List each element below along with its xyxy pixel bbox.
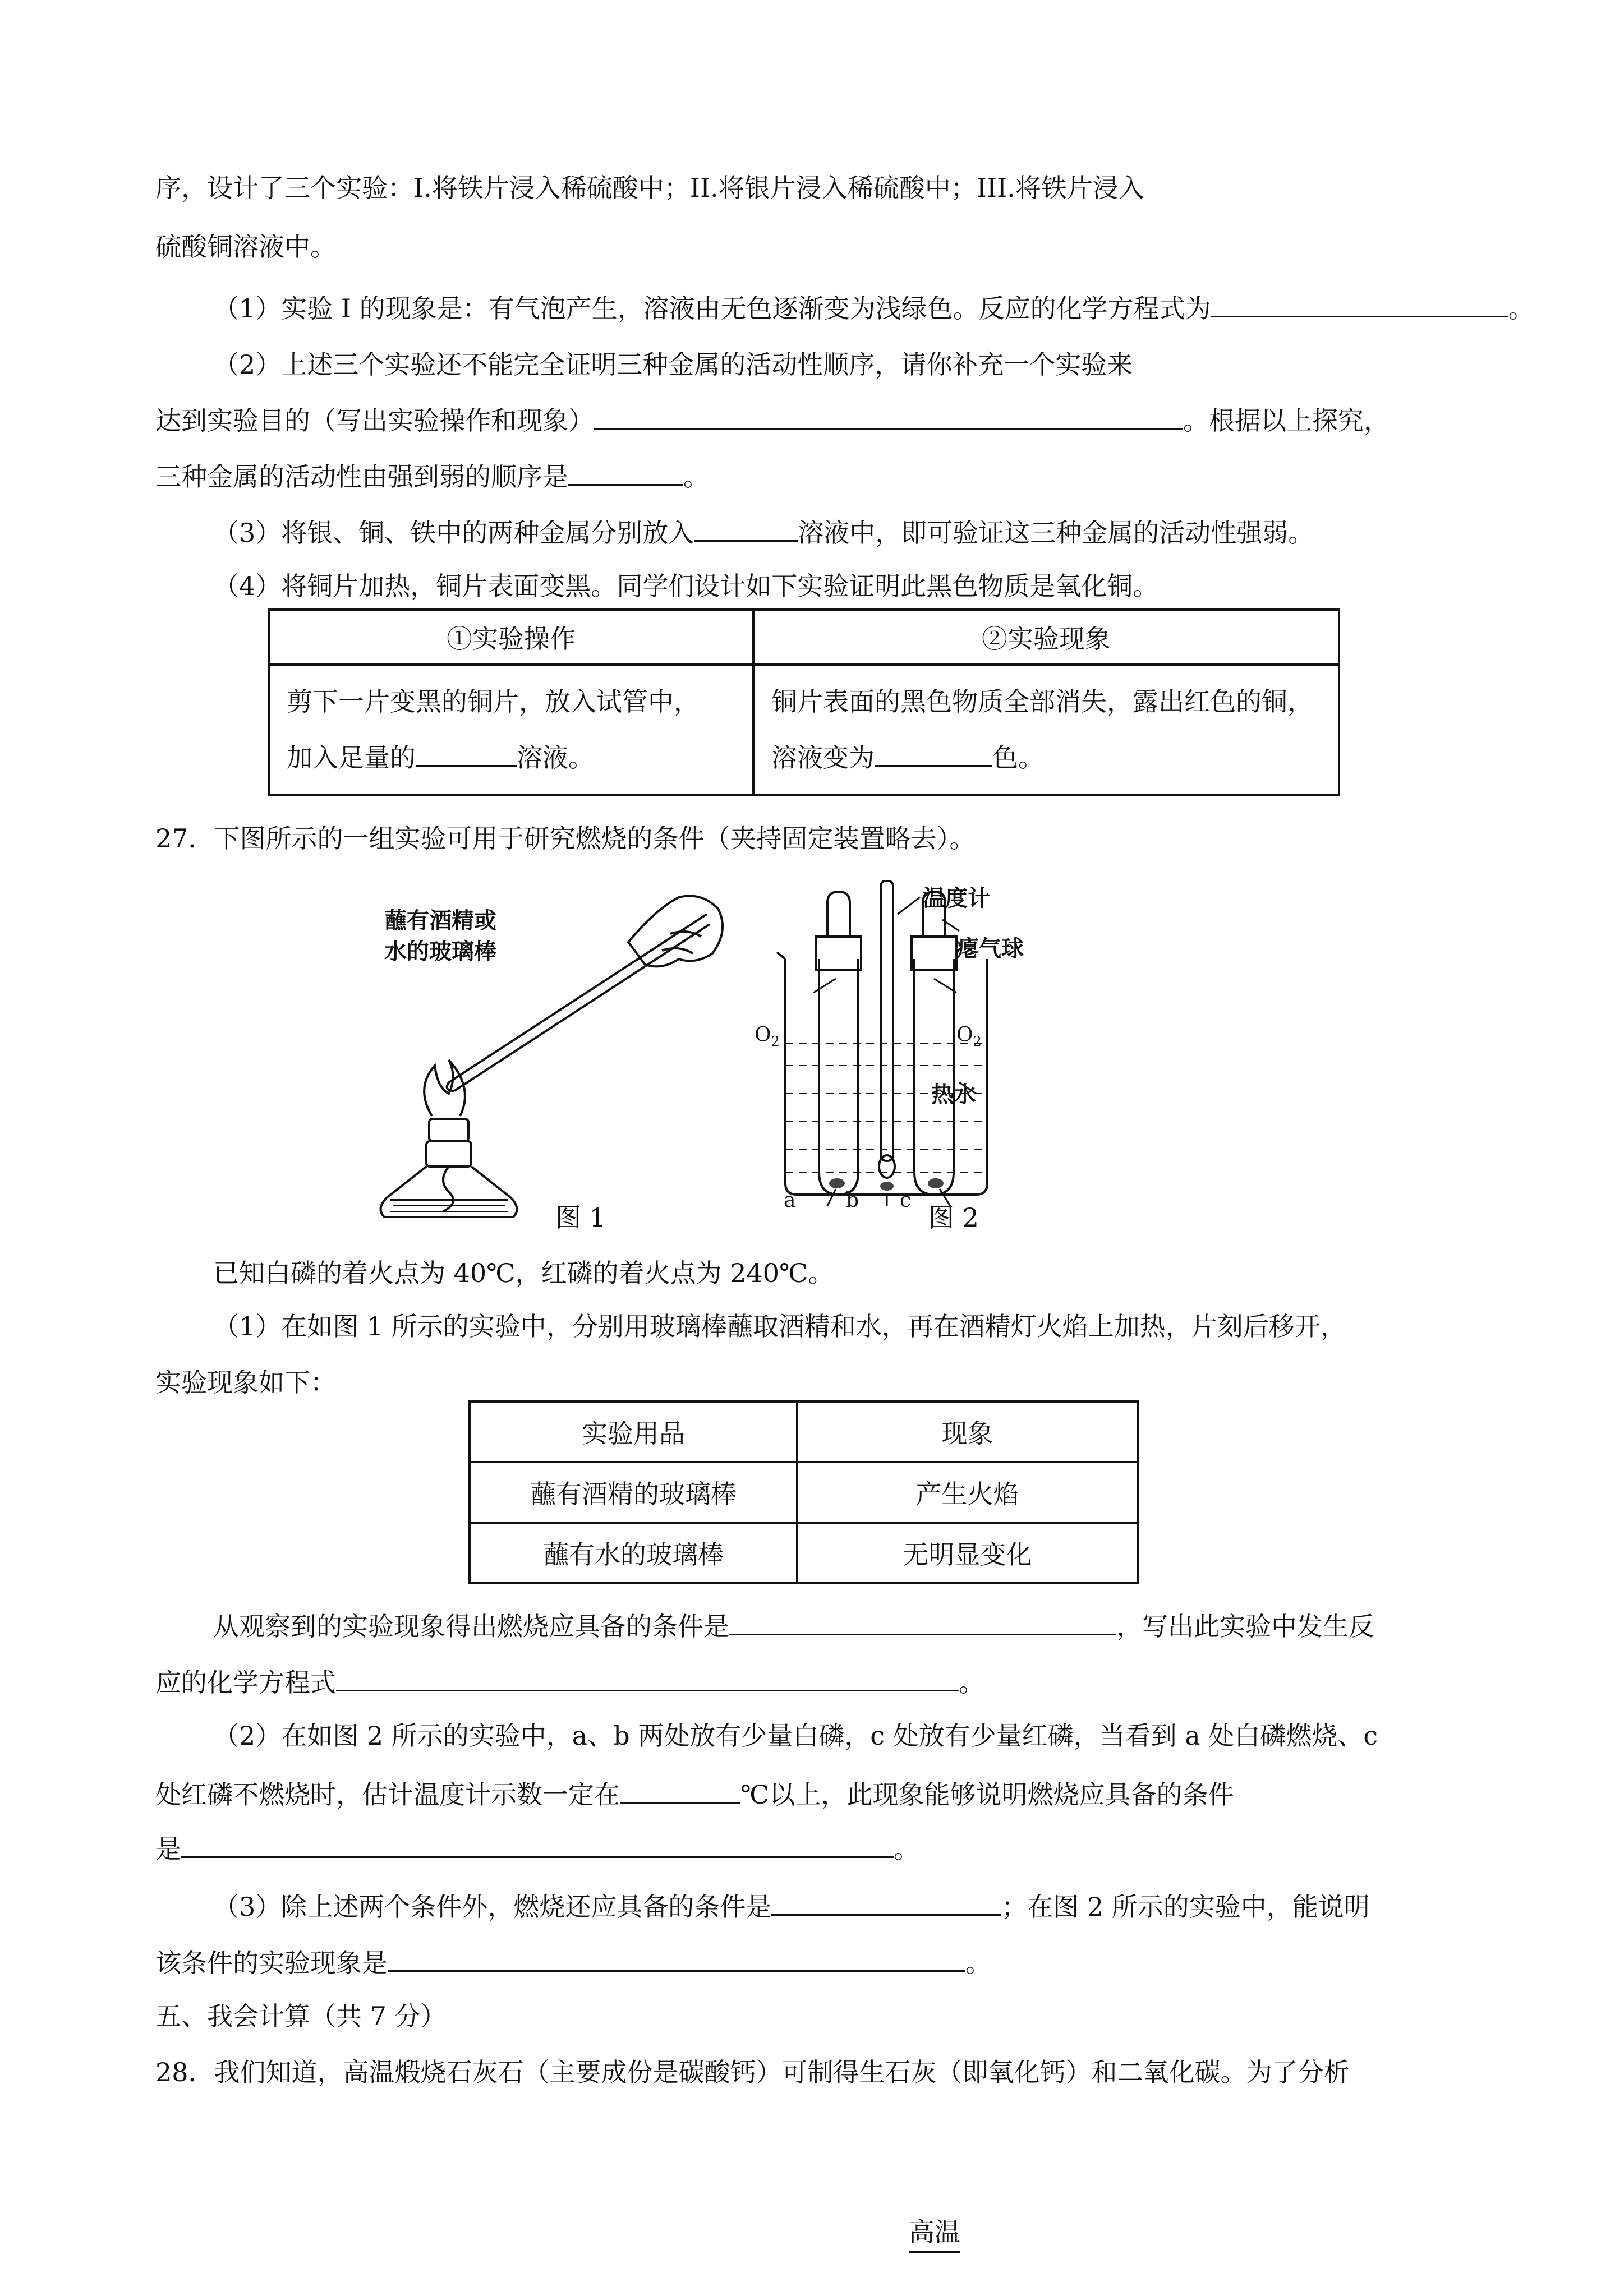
q26-table-ph-line2a: 溶液变为 [771, 743, 875, 773]
q26-table [268, 608, 1340, 796]
q27-condition2-blank[interactable] [181, 1829, 894, 1858]
fig2-label-a: a [784, 1189, 796, 1212]
q27-part1-line1: （1）在如图 1 所示的实验中，分别用玻璃棒蘸取酒精和水，再在酒精灯火焰上加热，片刻后移开， [213, 1311, 1346, 1341]
q27-phenomenon-end: 。 [965, 1948, 991, 1978]
q27-conclusion-line2 [155, 1663, 984, 1699]
q26-part3-text: （3）将银、铜、铁中的两种金属分别放入 [213, 518, 694, 548]
q26-order-blank[interactable] [568, 457, 683, 486]
fig2-thermometer-label: 温度计 [923, 886, 990, 911]
q26-table-ph-blank[interactable] [875, 738, 992, 767]
q26-part3-text-end: 溶液中，即可验证这三种金属的活动性强弱。 [798, 518, 1314, 548]
q26-part3 [213, 513, 1314, 550]
q26-order-text: 三种金属的活动性由强到弱的顺序是 [155, 462, 568, 492]
q27-conclusion-line1 [213, 1607, 1374, 1643]
q26-table-op-line2 [287, 730, 752, 786]
q26-table-ph-line2b: 色。 [992, 743, 1044, 773]
q26-table-op-line1: 剪下一片变黑的铜片，放入试管中， [287, 686, 700, 717]
q27-equation-blank[interactable] [336, 1663, 959, 1691]
q27-condition2-text: 是 [155, 1834, 181, 1864]
q27-stem: 27．下图所示的一组实验可用于研究燃烧的条件（夹持固定装置略去）。 [155, 823, 976, 854]
q27-table-row2-phenomenon: 无明显变化 [797, 1523, 1138, 1583]
q26-table-head-phenomenon: ②实验现象 [753, 610, 1339, 665]
q27-part2-line3 [155, 1829, 919, 1866]
fig1-label-1: 蘸有酒精或 [384, 908, 496, 934]
q27-part3-blank[interactable] [771, 1887, 1001, 1916]
q27-phenomenon-blank[interactable] [388, 1943, 965, 1972]
q27-table-head-item: 实验用品 [470, 1401, 797, 1462]
footer-reaction-condition: 高温 [909, 2215, 960, 2253]
fig2-o2-right-sub: 2 [973, 1034, 982, 1050]
q26-part1-text: （1）实验 I 的现象是：有气泡产生，溶液由无色逐渐变为浅绿色。反应的化学方程式为 [213, 293, 1211, 324]
q27-part2-line1: （2）在如图 2 所示的实验中，a、b 两处放有少量白磷，c 处放有少量红磷，当看到 a 处白磷燃烧、c [213, 1721, 1378, 1751]
q27-table-head-phenomenon: 现象 [797, 1401, 1138, 1462]
fig2-o2-right [956, 1023, 982, 1049]
q27-table-row1-phenomenon: 产生火焰 [797, 1462, 1138, 1523]
q26-table-op-blank[interactable] [416, 738, 517, 767]
fig2-caption: 图 2 [928, 1202, 979, 1233]
q27-condition-text-end: ，写出此实验中发生反 [1116, 1611, 1374, 1642]
q26-part2-text: 达到实验目的（写出实验操作和现象） [155, 405, 594, 436]
intro-line-1: 序，设计了三个实验：I.将铁片浸入稀硫酸中；II.将银片浸入稀硫酸中；III.将铁片浸入 [155, 173, 1144, 203]
fig1-alcohol-lamp-diagram [365, 875, 769, 1223]
q26-part2-end: 。根据以上探究， [1183, 405, 1390, 436]
q27-table [468, 1400, 1139, 1584]
q27-condition-text: 从观察到的实验现象得出燃烧应具备的条件是 [213, 1611, 729, 1642]
q27-equation-end: 。 [959, 1667, 984, 1698]
fig2-label-c: c [900, 1189, 912, 1212]
q27-temp-text-end: ℃以上，此现象能够说明燃烧应具备的条件 [740, 1779, 1234, 1810]
q27-table-row [470, 1462, 1138, 1523]
fig2-o2-left [755, 1023, 780, 1049]
q28-stem: 28．我们知道，高温煅烧石灰石（主要成份是碳酸钙）可制得生石灰（即氧化钙）和二氧化碳。为了分析 [155, 2057, 1350, 2087]
q26-part1-end: 。 [1508, 293, 1534, 324]
fig2-balloon-label: 瘪气球 [956, 936, 1024, 962]
fig2-label-b: b [846, 1189, 859, 1212]
q27-part2-line2 [155, 1775, 1234, 1811]
section-5-heading: 五、我会计算（共 7 分） [155, 2001, 447, 2031]
q27-part3-text-end: ；在图 2 所示的实验中，能说明 [1001, 1892, 1370, 1922]
q26-part4: （4）将铜片加热，铜片表面变黑。同学们设计如下实验证明此黑色物质是氧化铜。 [213, 571, 1159, 601]
q26-part2-line3 [155, 457, 709, 494]
q27-temp-text: 处红磷不燃烧时，估计温度计示数一定在 [155, 1779, 620, 1810]
q26-part1-blank[interactable] [1211, 289, 1508, 317]
q26-table-head-operation: ①实验操作 [269, 610, 753, 665]
q27-part3-text: （3）除上述两个条件外，燃烧还应具备的条件是 [213, 1892, 772, 1922]
fig2-hot-water-label: 热水 [931, 1082, 976, 1108]
q27-table-row [470, 1523, 1138, 1583]
q26-table-op-line2b: 溶液。 [517, 743, 594, 773]
q26-part1 [213, 289, 1534, 325]
q27-known: 已知白磷的着火点为 40℃，红磷的着火点为 240℃。 [213, 1258, 834, 1288]
q26-table-op-line2a: 加入足量的 [287, 743, 416, 773]
q27-condition2-end: 。 [894, 1834, 919, 1864]
q27-table-row2-item: 蘸有水的玻璃棒 [470, 1523, 797, 1583]
fig2-o2-left-sub: 2 [771, 1034, 780, 1050]
q27-table-row1-item: 蘸有酒精的玻璃棒 [470, 1462, 797, 1523]
q27-phenomenon-text: 该条件的实验现象是 [155, 1948, 388, 1978]
q27-part3-line2 [155, 1943, 991, 1980]
q26-part2-blank[interactable] [594, 401, 1183, 430]
q27-condition-blank[interactable] [729, 1607, 1116, 1635]
q27-part1-line2: 实验现象如下： [155, 1367, 336, 1398]
q27-equation-text: 应的化学方程式 [155, 1667, 336, 1698]
q26-table-phenomenon-cell [753, 665, 1339, 795]
q26-part2-line2 [155, 401, 1390, 437]
fig1-label-2: 水的玻璃棒 [384, 939, 496, 965]
q27-part3-line1 [213, 1887, 1370, 1924]
q26-order-end: 。 [683, 462, 709, 492]
intro-line-2: 硫酸铜溶液中。 [155, 232, 336, 262]
q26-part3-blank[interactable] [694, 513, 798, 542]
fig2-o2-right-symbol: O [956, 1023, 973, 1046]
q26-table-ph-line2 [771, 730, 1338, 786]
q26-part2-line1: （2）上述三个实验还不能完全证明三种金属的活动性顺序，请你补充一个实验来 [213, 349, 1133, 380]
q27-temp-blank[interactable] [620, 1775, 740, 1804]
fig1-caption: 图 1 [555, 1202, 606, 1233]
q26-table-ph-line1: 铜片表面的黑色物质全部消失，露出红色的铜， [771, 686, 1313, 717]
fig2-o2-left-symbol: O [755, 1023, 771, 1046]
q26-table-operation-cell [269, 665, 753, 795]
